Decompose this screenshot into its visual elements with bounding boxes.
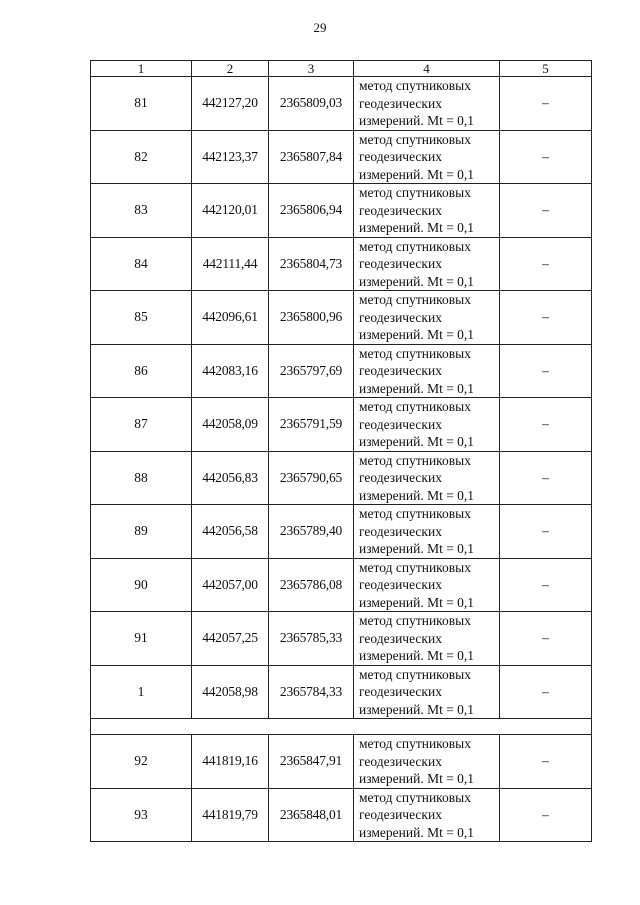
col5-value: –: [500, 665, 592, 719]
method-line: измерений. Mt = 0,1: [359, 434, 475, 449]
method-line: геодезических: [359, 95, 442, 111]
method-line: метод спутниковых: [359, 789, 471, 805]
method-description: [354, 184, 500, 238]
table-row: [91, 344, 592, 398]
point-number: 93: [91, 788, 192, 842]
table-row: [91, 237, 592, 291]
coordinate-x: 442096,61: [192, 291, 269, 345]
method-line: геодезических: [359, 753, 442, 769]
method-line: геодезических: [359, 202, 442, 218]
col5-value: –: [500, 291, 592, 345]
col5-value: –: [500, 184, 592, 238]
coordinate-x: 442058,09: [192, 398, 269, 452]
table-row: [91, 291, 592, 345]
method-description: [354, 237, 500, 291]
coordinate-x: 442058,98: [192, 665, 269, 719]
method-line: измерений. Mt = 0,1: [359, 220, 475, 235]
col5-value: –: [500, 130, 592, 184]
method-line: геодезических: [359, 807, 442, 822]
coordinate-y: 2365847,91: [269, 735, 354, 789]
coordinate-y: 2365784,33: [269, 665, 354, 719]
method-description: [354, 344, 500, 398]
method-line: метод спутниковых: [359, 736, 471, 751]
coordinate-y: 2365797,69: [269, 344, 354, 398]
col5-value: –: [500, 451, 592, 505]
col5-value: –: [500, 344, 592, 398]
method-description: [354, 612, 500, 666]
coordinate-x: 441819,79: [192, 788, 269, 842]
point-number: 85: [91, 291, 192, 345]
point-number: 88: [91, 451, 192, 505]
group-separator-cell: [91, 719, 592, 735]
point-number: 87: [91, 398, 192, 452]
method-line: метод спутниковых: [359, 185, 471, 200]
method-description: [354, 130, 500, 184]
method-line: геодезических: [359, 256, 442, 271]
method-description: [354, 291, 500, 345]
method-line: измерений. Mt = 0,1: [359, 113, 475, 128]
coordinates-table: [90, 60, 592, 842]
coordinate-y: 2365786,08: [269, 558, 354, 612]
method-description: [354, 558, 500, 612]
table-row: [91, 665, 592, 719]
coordinate-x: 441819,16: [192, 735, 269, 789]
coordinate-x: 442127,20: [192, 77, 269, 131]
coordinate-x: 442057,25: [192, 612, 269, 666]
header-col-3: 3: [269, 61, 354, 77]
table-row: [91, 184, 592, 238]
point-number: 90: [91, 558, 192, 612]
header-col-5: 5: [500, 61, 592, 77]
coordinates-table-body: [91, 61, 592, 842]
col5-value: –: [500, 398, 592, 452]
table-row: [91, 735, 592, 789]
coordinate-x: 442111,44: [192, 237, 269, 291]
method-line: измерений. Mt = 0,1: [359, 380, 475, 396]
coordinate-y: 2365807,84: [269, 130, 354, 184]
method-line: метод спутниковых: [359, 399, 471, 414]
group-separator-row: [91, 719, 592, 735]
method-line: геодезических: [359, 470, 442, 485]
coordinate-x: 442056,83: [192, 451, 269, 505]
coordinate-y: 2365809,03: [269, 77, 354, 131]
col5-value: –: [500, 558, 592, 612]
method-description: [354, 735, 500, 789]
method-line: геодезических: [359, 149, 442, 164]
coordinate-x: 442120,01: [192, 184, 269, 238]
coordinate-y: 2365848,01: [269, 788, 354, 842]
method-line: метод спутниковых: [359, 506, 471, 521]
method-line: метод спутниковых: [359, 559, 471, 575]
point-number: 92: [91, 735, 192, 789]
method-line: метод спутниковых: [359, 666, 471, 682]
col5-value: –: [500, 612, 592, 666]
method-line: измерений. Mt = 0,1: [359, 701, 475, 717]
col5-value: –: [500, 77, 592, 131]
method-line: метод спутниковых: [359, 238, 471, 254]
coordinate-y: 2365790,65: [269, 451, 354, 505]
coordinate-y: 2365804,73: [269, 237, 354, 291]
point-number: 86: [91, 344, 192, 398]
point-number: 1: [91, 665, 192, 719]
method-line: измерений. Mt = 0,1: [359, 771, 475, 786]
method-line: геодезических: [359, 684, 442, 699]
table-header-row: [91, 61, 592, 77]
col5-value: –: [500, 237, 592, 291]
method-line: измерений. Mt = 0,1: [359, 594, 475, 610]
table-row: [91, 77, 592, 131]
method-line: метод спутниковых: [359, 345, 471, 361]
coordinate-x: 442057,00: [192, 558, 269, 612]
method-line: метод спутниковых: [359, 613, 471, 628]
col5-value: –: [500, 788, 592, 842]
method-line: измерений. Mt = 0,1: [359, 487, 475, 503]
method-line: метод спутниковых: [359, 131, 471, 147]
table-row: [91, 505, 592, 559]
col5-value: –: [500, 735, 592, 789]
method-line: измерений. Mt = 0,1: [359, 541, 475, 556]
point-number: 81: [91, 77, 192, 131]
coordinate-x: 442056,58: [192, 505, 269, 559]
method-line: геодезических: [359, 363, 442, 378]
header-col-1: 1: [91, 61, 192, 77]
coordinate-x: 442123,37: [192, 130, 269, 184]
method-line: геодезических: [359, 577, 442, 592]
method-description: [354, 665, 500, 719]
method-line: измерений. Mt = 0,1: [359, 648, 475, 663]
point-number: 83: [91, 184, 192, 238]
coordinate-y: 2365789,40: [269, 505, 354, 559]
method-line: измерений. Mt = 0,1: [359, 273, 475, 289]
method-line: метод спутниковых: [359, 78, 471, 93]
method-description: [354, 398, 500, 452]
method-description: [354, 451, 500, 505]
col5-value: –: [500, 505, 592, 559]
coordinate-y: 2365785,33: [269, 612, 354, 666]
method-description: [354, 77, 500, 131]
method-line: метод спутниковых: [359, 452, 471, 468]
header-col-4: 4: [354, 61, 500, 77]
method-line: метод спутниковых: [359, 292, 471, 307]
coordinate-y: 2365800,96: [269, 291, 354, 345]
method-line: измерений. Mt = 0,1: [359, 327, 475, 342]
point-number: 91: [91, 612, 192, 666]
page-number: 29: [313, 20, 327, 35]
table-row: [91, 788, 592, 842]
coordinate-y: 2365791,59: [269, 398, 354, 452]
table-row: [91, 558, 592, 612]
method-line: геодезических: [359, 523, 442, 539]
method-description: [354, 788, 500, 842]
method-description: [354, 505, 500, 559]
table-row: [91, 612, 592, 666]
method-line: геодезических: [359, 416, 442, 432]
header-col-2: 2: [192, 61, 269, 77]
method-line: измерений. Mt = 0,1: [359, 824, 475, 840]
point-number: 82: [91, 130, 192, 184]
point-number: 84: [91, 237, 192, 291]
table-row: [91, 398, 592, 452]
table-row: [91, 130, 592, 184]
point-number: 89: [91, 505, 192, 559]
method-line: геодезических: [359, 630, 442, 646]
coordinate-x: 442083,16: [192, 344, 269, 398]
method-line: геодезических: [359, 309, 442, 325]
table-row: [91, 451, 592, 505]
method-line: измерений. Mt = 0,1: [359, 166, 475, 182]
coordinate-y: 2365806,94: [269, 184, 354, 238]
